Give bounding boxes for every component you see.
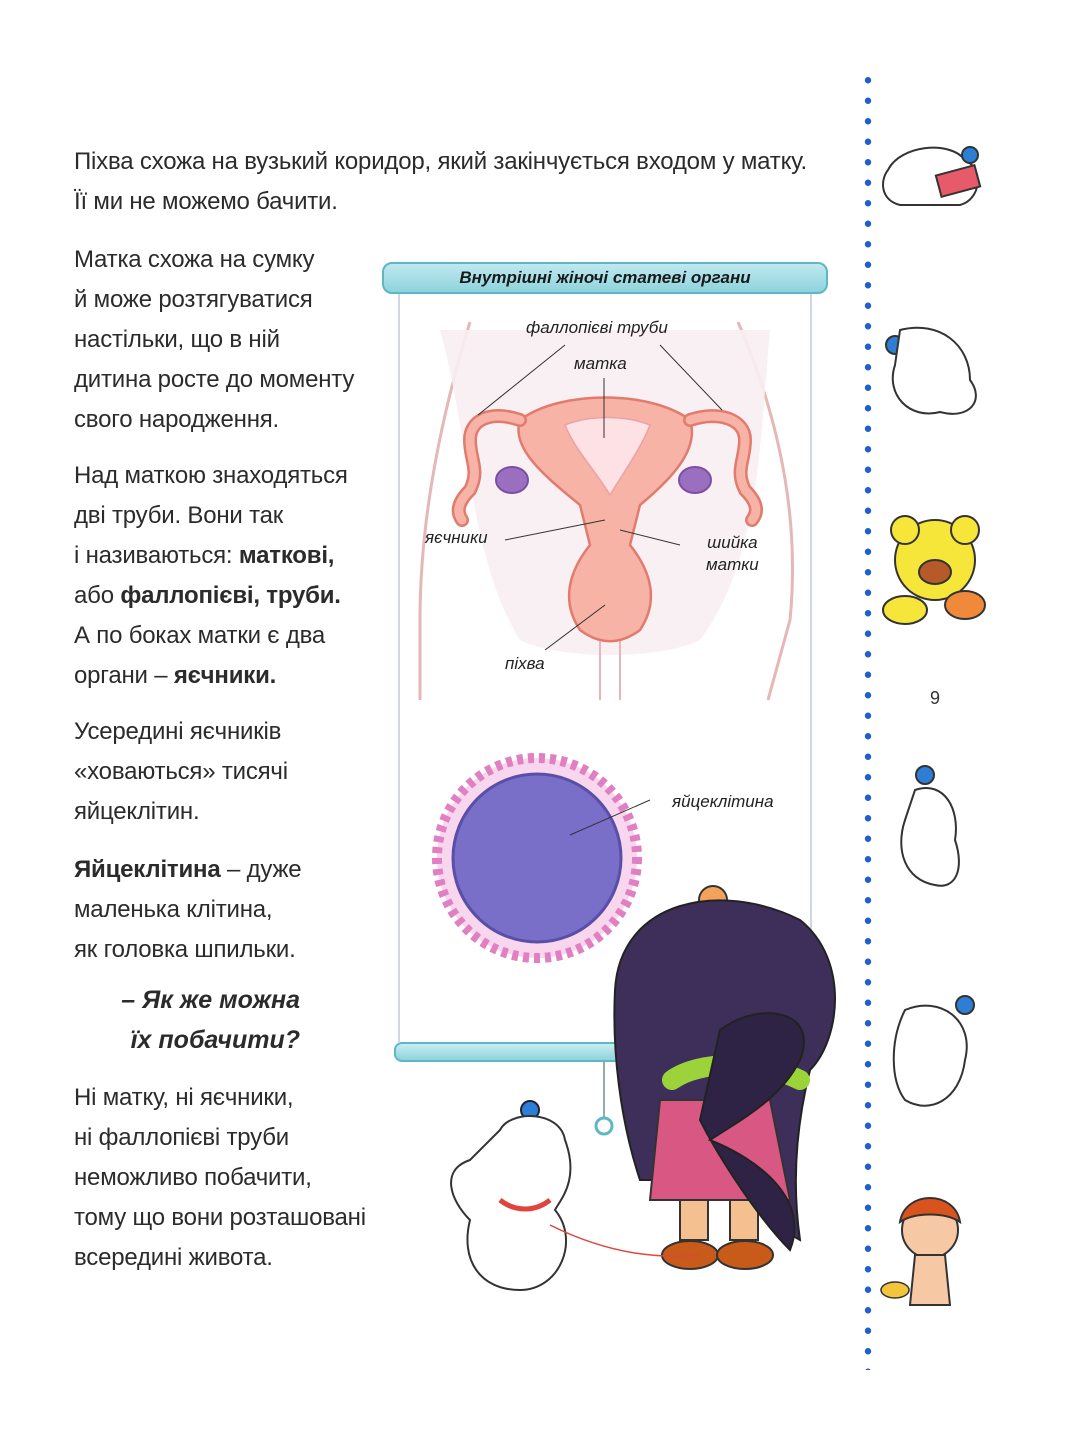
tubes-line-4a: або bbox=[74, 582, 121, 609]
question-line-1: – Як же можна bbox=[121, 986, 300, 1014]
term-ovaries: яєчники. bbox=[173, 662, 277, 689]
label-cervix-line-2: матки bbox=[706, 555, 759, 574]
page-number: 9 bbox=[930, 688, 941, 708]
uterus-line-5: свого народження. bbox=[74, 406, 280, 433]
final-line-4: тому що вони розташовані bbox=[74, 1204, 366, 1231]
margin-baby bbox=[881, 1198, 960, 1305]
margin-dog-reaching bbox=[894, 996, 974, 1106]
ovaries-line-1: Усередині яєчників bbox=[74, 718, 282, 745]
uterus-line-2: й може розтягуватися bbox=[74, 286, 313, 313]
ovary-right bbox=[679, 467, 711, 493]
girl-character bbox=[614, 886, 835, 1269]
label-uterus: матка bbox=[574, 354, 627, 373]
term-fallopian: фаллопієві, труби. bbox=[120, 582, 341, 609]
margin-dog-with-book bbox=[883, 147, 980, 205]
margin-dog-sitting bbox=[886, 328, 976, 414]
uterus-line-4: дитина росте до моменту bbox=[74, 366, 355, 393]
margin-dog-standing bbox=[901, 766, 959, 886]
egg-cell bbox=[453, 774, 621, 942]
intro-line-1: Піхва схожа на вузький коридор, який закінчується входом у матку. bbox=[74, 148, 808, 175]
label-cervix bbox=[706, 532, 759, 576]
egg-line-1b: – дуже bbox=[220, 856, 302, 883]
egg-line-3: як головка шпильки. bbox=[74, 936, 296, 963]
tubes-line-3a: і називаються: bbox=[74, 542, 239, 569]
label-egg-cell: яйцеклітина bbox=[672, 792, 774, 811]
label-ovaries: яєчники bbox=[425, 528, 488, 547]
ovary-left bbox=[496, 467, 528, 493]
tubes-line-6a: органи – bbox=[74, 662, 174, 689]
tubes-line-1: Над маткою знаходяться bbox=[74, 462, 348, 489]
ovaries-line-3: яйцеклітин. bbox=[74, 798, 200, 825]
term-egg-cell: Яйцеклітина bbox=[74, 856, 221, 883]
intro-line-2: Її ми не можемо бачити. bbox=[74, 188, 338, 215]
final-line-1: Ні матку, ні яєчники, bbox=[74, 1084, 294, 1111]
term-uterine: маткові bbox=[238, 542, 328, 569]
tubes-line-2: дві труби. Вони так bbox=[74, 502, 284, 529]
label-cervix-line-1: шийка bbox=[707, 533, 758, 552]
uterus-line-1: Матка схожа на сумку bbox=[74, 246, 315, 273]
egg-line-2: маленька клітина, bbox=[74, 896, 273, 923]
ovaries-line-2: «ховаються» тисячі bbox=[74, 758, 288, 785]
final-line-5: всередині живота. bbox=[74, 1244, 273, 1271]
label-vagina: піхва bbox=[505, 654, 545, 673]
margin-teddy-bear bbox=[883, 516, 985, 624]
final-line-2: ні фаллопієві труби bbox=[74, 1124, 289, 1151]
question-line-2: їх побачити? bbox=[130, 1026, 300, 1054]
tubes-line-3-comma: , bbox=[327, 542, 335, 569]
label-fallopian-tubes: фаллопієві труби bbox=[526, 318, 668, 337]
final-line-3: неможливо побачити, bbox=[74, 1164, 312, 1191]
tubes-line-5: А по боках матки є два bbox=[74, 622, 326, 649]
uterus-line-3: настільки, що в ній bbox=[74, 326, 280, 353]
poster-title: Внутрішні жіночі статеві органи bbox=[459, 268, 751, 287]
